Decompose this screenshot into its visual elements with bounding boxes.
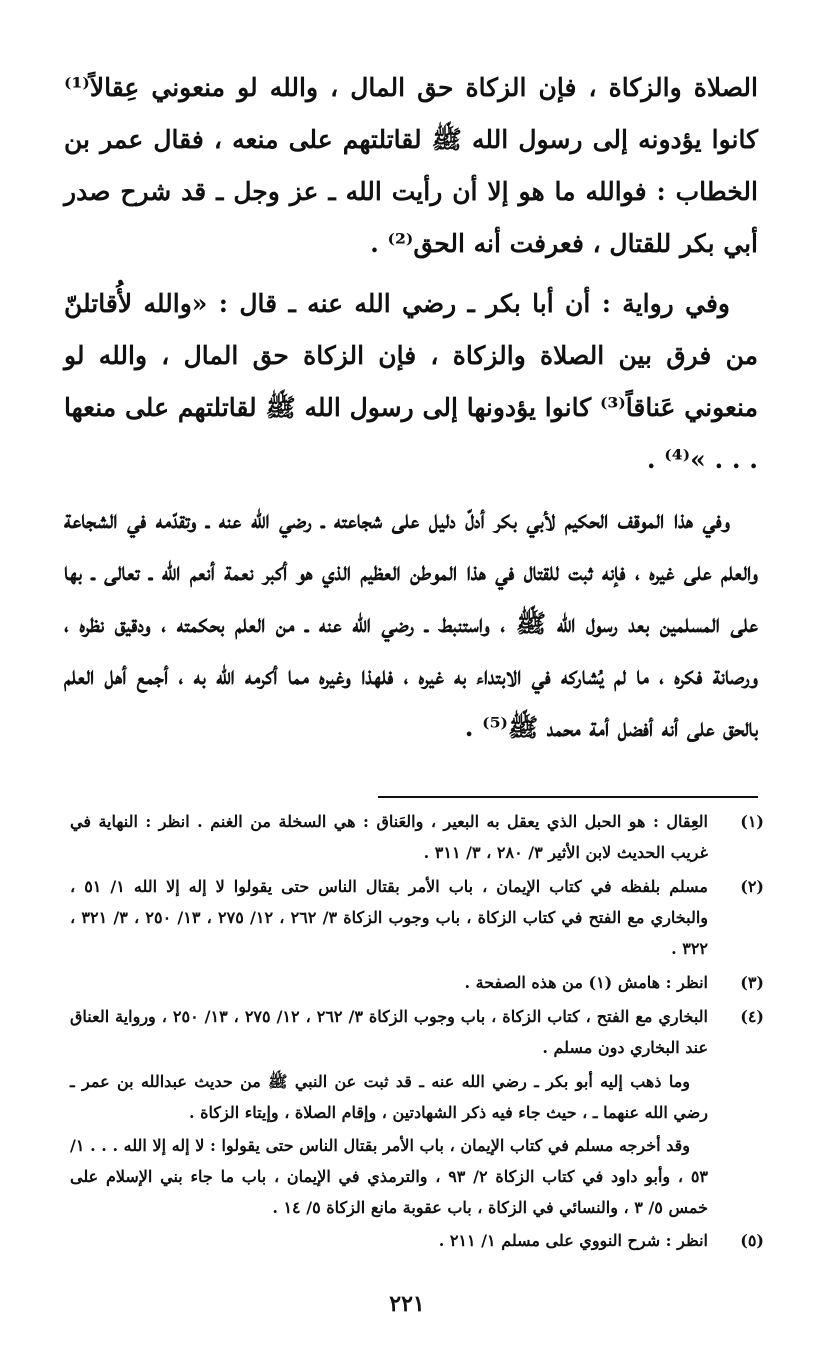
footnote-1 xyxy=(70,806,764,868)
body-paragraph-3: وفي هذا الموقف الحكيم لأبي بكر أدلّ دليل على شجاعته ـ رضي الله عنه ـ وتقدّمه في الشجاعة والعلم على غيره ، فإنه ثبت للقتال في هذا الموطن العظيم الذي هو أكبر نعمة أنعم الله ـ تعالى ـ بها على المسلمين بعد رسول الله ﷺ ، واستنبط ـ رضي الله عنه ـ من العلم بحكمته ، ودقيق نظره ، ورصانة فكره ، ما لم يُشاركه في الابتداء به غيره ، فلهذا وغيره مما أكرمه الله به ، أجمع أهل العلم بالحق على أنه أفضل أمة محمد ﷺ⁽⁵⁾ . xyxy=(64,505,759,742)
footnote-4-continuation-1: وما ذهب إليه أبو بكر ـ رضي الله عنه ـ قد ثبت عن النبي ﷺ من حديث عبدالله بن عمر ـ رضي الله عنهما ـ ، حيث جاء فيه ذكر الشهادتين ، وإقام الصلاة ، وإيتاء الزكاة . xyxy=(70,1072,708,1122)
body-paragraph-1: الصلاة والزكاة ، فإن الزكاة حق المال ، والله لو منعوني عِقالاً⁽¹⁾ كانوا يؤدونه إلى رسول الله ﷺ لقاتلتهم على منعه ، فقال عمر بن الخطاب : فوالله ما هو إلا أن رأيت الله ـ عز وجل ـ قد شرح صدر أبي بكر للقتال ، فعرفت أنه الحق⁽²⁾ . xyxy=(64,73,758,258)
footnote-number: (٥) xyxy=(740,1231,764,1250)
main-text xyxy=(64,62,758,762)
footnote-text: مسلم بلفظه في كتاب الإيمان ، باب الأمر بقتال الناس حتى يقولوا لا إله إلا الله ١/ ٥١ ، والبخاري مع الفتح في كتاب الزكاة ، باب وجوب الزكاة ٣/ ٢٦٢ ، ١٢/ ٢٧٥ ، ١٣/ ٢٥٠ ، ٣/ ٣٢١ ، ٣٢٢ . xyxy=(70,877,709,958)
body-paragraph-2: وفي رواية : أن أبا بكر ـ رضي الله عنه ـ قال : «والله لأُقاتلنّ من فرق بين الصلاة والزكاة ، فإن الزكاة حق المال ، والله لو منعوني عَناقاً⁽³⁾ كانوا يؤدونها إلى رسول الله ﷺ لقاتلتهم على منعها . . . »⁽⁴⁾ . xyxy=(64,289,758,474)
footnote-text: انظر : هامش (١) من هذه الصفحة . xyxy=(464,973,708,992)
footnote-text: انظر : شرح النووي على مسلم ١/ ٢١١ . xyxy=(438,1231,708,1250)
footnote-2 xyxy=(70,871,764,964)
footnote-divider xyxy=(378,796,758,798)
footnotes-section xyxy=(70,806,764,1259)
footnote-text: البخاري مع الفتح ، كتاب الزكاة ، باب وجوب الزكاة ٣/ ٢٦٢ ، ١٢/ ٢٧٥ ، ١٣/ ٢٥٠ ، ورواية العناق عند البخاري دون مسلم . xyxy=(70,1007,708,1057)
page-number: ٢٢١ xyxy=(389,1291,425,1317)
footnote-number: (٣) xyxy=(740,973,764,992)
footnote-3 xyxy=(70,967,764,998)
footnote-4-continuation-2: وقد أخرجه مسلم في كتاب الإيمان ، باب الأمر بقتال الناس حتى يقولوا : لا إله إلا الله . . . ١/ ٥٣ ، وأبو داود في كتاب الزكاة ٢/ ٩٣ ، والترمذي في الإيمان ، باب ما جاء بني الإسلام على خمس ٥/ ٣ ، والنسائي في الزكاة ، باب عقوبة مانع الزكاة ٥/ ١٤ . xyxy=(70,1136,709,1217)
footnote-number: (٤) xyxy=(740,1007,764,1026)
footnote-number: (١) xyxy=(740,812,764,831)
footnote-5 xyxy=(70,1225,764,1256)
footnote-4 xyxy=(70,1001,764,1063)
footnote-number: (٢) xyxy=(740,877,764,896)
footnote-text: العِقال : هو الحبل الذي يعقل به البعير ، والعَناق : هي السخلة من الغنم . انظر : النهاية في غريب الحديث لابن الأثير ٣/ ٢٨٠ ، ٣/ ٣١١ . xyxy=(70,812,708,862)
